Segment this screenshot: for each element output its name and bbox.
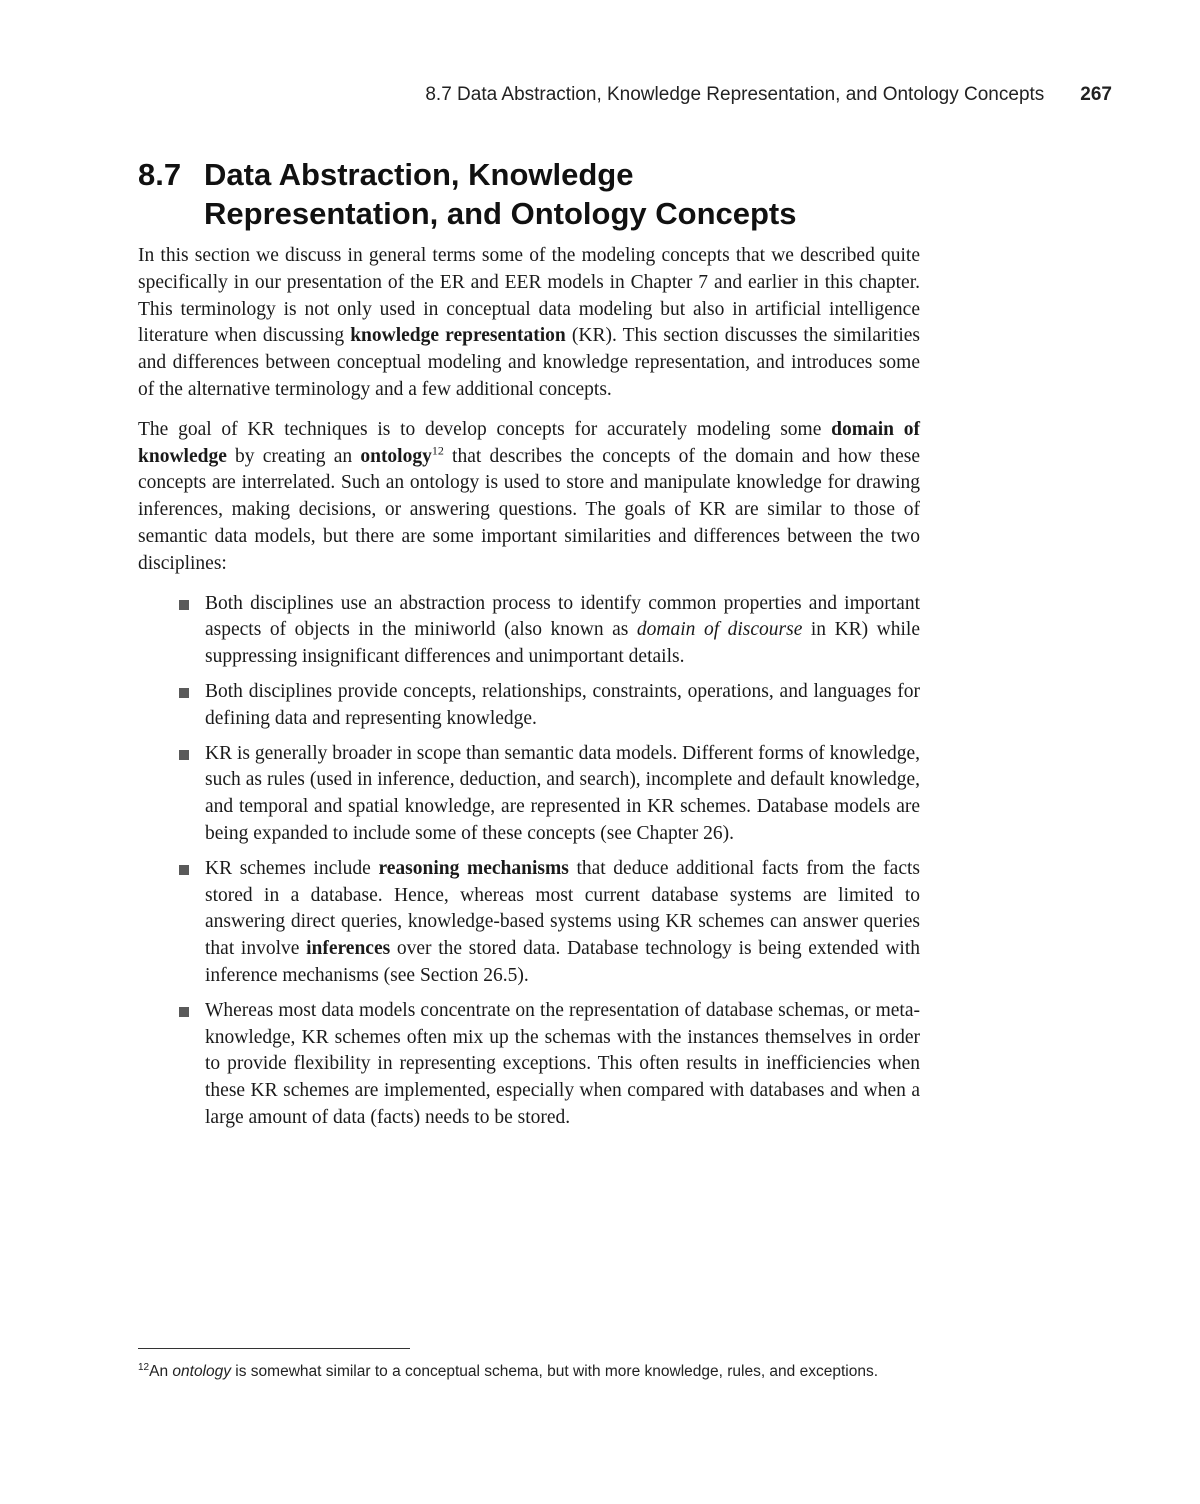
paragraph-intro — [138, 243, 920, 404]
section-title-line2: Representation, and Ontology Concepts — [204, 196, 797, 231]
footnote-divider — [138, 1348, 410, 1349]
bullet4-text-c: over the stored data. Database technology is being extended with inference mechanisms (see Section 26.5). — [205, 938, 920, 986]
square-bullet-icon — [179, 1007, 189, 1017]
section-heading — [138, 155, 938, 233]
square-bullet-icon — [179, 600, 189, 610]
paragraph-goal — [138, 417, 920, 578]
bullet-list — [138, 591, 920, 1132]
square-bullet-icon — [179, 688, 189, 698]
page-number: 267 — [1080, 84, 1112, 105]
bullet2-text: Both disciplines provide concepts, relationships, constraints, operations, and languages for defining data and representing knowledge. — [205, 680, 920, 729]
footnote-text-b: is somewhat similar to a conceptual schema, but with more knowledge, rules, and exceptions. — [231, 1363, 879, 1380]
bullet4-text-a: KR schemes include — [205, 857, 379, 879]
term-inferences: inferences — [306, 938, 391, 960]
bullet3-text: KR is generally broader in scope than semantic data models. Different forms of knowledge, such as rules (used in inference, deduction, and search), incomplete and default knowledge, and temporal and spatial knowledge, are represented in KR schemes. Database models are being expanded to include some of these concepts (see Chapter 26). — [205, 742, 920, 844]
body-text — [138, 243, 920, 1140]
bullet1-text-a: Both disciplines use an abstraction process to identify common properties and important aspects of objects in the miniworld (also known as — [205, 592, 920, 641]
list-item — [205, 741, 920, 848]
footnote-term-ontology: ontology — [172, 1363, 231, 1380]
list-item — [205, 679, 920, 733]
bullet4-text-b: that deduce additional facts from the facts stored in a database. Hence, whereas most current database systems are limited to answering direct queries, knowledge-based systems using KR schemes can answer queries that involve — [205, 857, 920, 960]
bullet5-text: Whereas most data models concentrate on the representation of database schemas, or meta-knowledge, KR schemes often mix up the schemas with the instances themselves in order to provide flexibility in representing exceptions. This often results in inefficiencies when these KR schemes are implemented, especially when compared with databases and when a large amount of data (facts) needs to be stored. — [205, 999, 920, 1128]
term-knowledge-representation: knowledge representation — [350, 325, 566, 347]
footnote-ref: 12 — [431, 443, 444, 458]
p1-text-b: (KR). This section discusses the similarities and differences between conceptual modeling and knowledge representation, and introduces some of the alternative terminology and a few additional concepts. — [138, 325, 920, 400]
p1-text-a: In this section we discuss in general terms some of the modeling concepts that we described quite specifically in our presentation of the ER and EER models in Chapter 7 and earlier in this chapter. This terminology is not only used in conceptual data modeling but also in artificial intelligence literature when discussing — [138, 245, 920, 347]
term-domain-of-knowledge: domain of knowledge — [138, 418, 920, 467]
footnote-text-a: An — [149, 1363, 173, 1380]
list-item — [205, 856, 920, 990]
running-head — [425, 84, 1112, 106]
section-title-line1: Data Abstraction, Knowledge — [204, 157, 634, 192]
list-item — [205, 591, 920, 671]
list-item — [205, 998, 920, 1132]
p2-text-c: that describes the concepts of the domain and how these concepts are interrelated. Such an ontology is used to store and manipulate knowledge for drawing inferences, making decisions, or answering questions. The goals of KR are similar to those of semantic data models, but there are some important similarities and differences between the two disciplines: — [138, 445, 921, 574]
footnote — [138, 1360, 913, 1383]
square-bullet-icon — [179, 865, 189, 875]
square-bullet-icon — [179, 750, 189, 760]
footnote-number: 12 — [138, 1361, 150, 1373]
p2-text-a: The goal of KR techniques is to develop concepts for accurately modeling some — [138, 418, 832, 440]
running-head-title: 8.7 Data Abstraction, Knowledge Representation, and Ontology Concepts — [425, 84, 1045, 105]
section-number: 8.7 — [138, 157, 182, 192]
term-reasoning-mechanisms: reasoning mechanisms — [378, 857, 569, 879]
term-domain-of-discourse: domain of discourse — [636, 619, 803, 641]
term-ontology: ontology — [360, 445, 432, 467]
bullet1-text-b: in KR) while suppressing insignificant differences and unimportant details. — [205, 619, 920, 668]
p2-text-b: by creating an — [226, 445, 361, 467]
